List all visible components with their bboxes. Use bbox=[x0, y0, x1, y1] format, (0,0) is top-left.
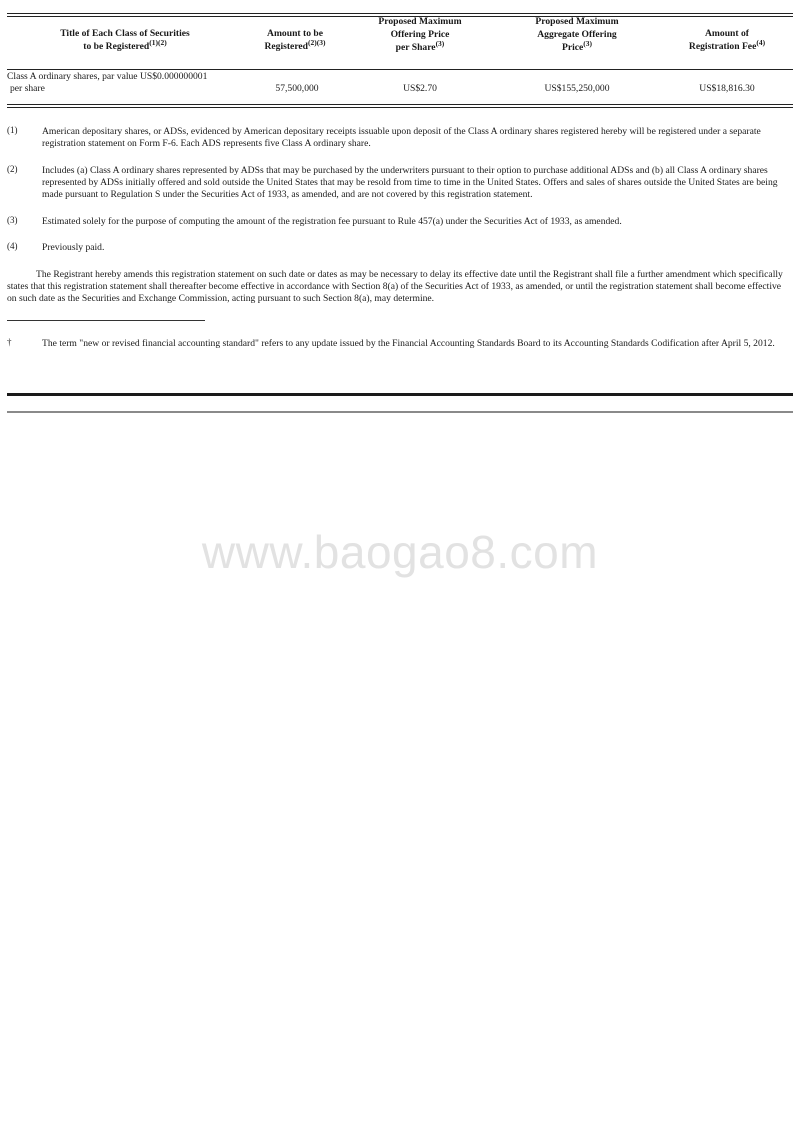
footnote-ref: (3) bbox=[583, 38, 593, 48]
footnote-mark: (2) bbox=[7, 164, 18, 174]
footnote-mark: (3) bbox=[7, 215, 18, 225]
table-top-rule bbox=[7, 13, 793, 14]
header-line: Registration Fee bbox=[688, 41, 757, 52]
cell-price-per-share: US$2.70 bbox=[403, 83, 437, 94]
header-line: Amount to be bbox=[267, 28, 323, 39]
table-bottom-rule bbox=[7, 104, 793, 105]
table-header-rule bbox=[7, 69, 793, 70]
header-line: Price bbox=[561, 42, 584, 53]
footnote-ref: (4) bbox=[756, 37, 766, 47]
footnote-ref: (1)(2) bbox=[149, 37, 167, 47]
cell-fee: US$18,816.30 bbox=[699, 83, 755, 94]
header-line: Title of Each Class of Securities bbox=[60, 28, 190, 39]
cell-security-title bbox=[7, 71, 247, 95]
watermark: www.baogao8.com bbox=[201, 526, 599, 578]
cell-amount: 57,500,000 bbox=[275, 83, 319, 94]
header-line: Registered bbox=[264, 41, 308, 52]
header-max-aggregate-price bbox=[512, 15, 642, 54]
header-line: Offering Price bbox=[390, 29, 450, 40]
header-line: Amount of bbox=[705, 28, 749, 39]
header-line: Aggregate Offering bbox=[537, 29, 617, 40]
footnote-ref: (3) bbox=[435, 38, 445, 48]
cell-aggregate-price: US$155,250,000 bbox=[544, 83, 610, 94]
delaying-amendment-paragraph: The Registrant hereby amends this registration statement on such date or dates as may be necessary to delay its effective date until the Registrant shall file a further amendment which specifically states that this registration statement shall thereafter become effective in accordance with Section 8(a) of the Securities Act of 1933, as amended, or until the registration statement shall become effective on such date as the Securities and Exchange Commission, acting pursuant to such Section 8(a), may determine. bbox=[7, 269, 783, 304]
footnote-separator bbox=[7, 320, 205, 321]
footnote-text: Includes (a) Class A ordinary shares represented by ADSs that may be purchased by the underwriters pursuant to their option to purchase additional ADSs and (b) all Class A ordinary shares represented by ADSs initially offered and sold outside the United States that may be resold from time to time in the United States. Offers and sales of shares outside the United States are being made pursuant to Regulation S under the Securities Act of 1933, as amended, and are not covered by this registration statement. bbox=[42, 165, 778, 200]
header-amount-registered bbox=[245, 27, 345, 53]
footnote-ref: (2)(3) bbox=[308, 37, 326, 47]
dagger-mark: † bbox=[7, 337, 12, 347]
cell-line: per share bbox=[10, 83, 45, 94]
footnote-text: Estimated solely for the purpose of computing the amount of the registration fee pursuant to Rule 457(a) under the Securities Act of 1933, as amended. bbox=[42, 216, 622, 227]
footnote-text: American depositary shares, or ADSs, evidenced by American depositary receipts issuable upon deposit of the Class A ordinary shares registered hereby will be registered under a separate registration statement on Form F-6. Each ADS represents five Class A ordinary share. bbox=[42, 126, 761, 149]
header-line: Proposed Maximum bbox=[535, 16, 619, 27]
header-line: to be Registered bbox=[83, 41, 150, 52]
page-end-rule bbox=[7, 393, 793, 396]
header-line: per Share bbox=[395, 42, 436, 53]
footnote-mark: (4) bbox=[7, 241, 18, 251]
header-line: Proposed Maximum bbox=[378, 16, 462, 27]
header-max-offering-price bbox=[355, 15, 485, 54]
footnote-mark: (1) bbox=[7, 125, 18, 135]
header-title-of-securities bbox=[35, 27, 215, 53]
dagger-footnote-text: The term "new or revised financial accounting standard" refers to any update issued by the Financial Accounting Standards Board to its Accounting Standards Codification after April 5, 2012. bbox=[42, 338, 775, 349]
header-registration-fee bbox=[667, 27, 787, 53]
cell-line: Class A ordinary shares, par value US$0.000000001 bbox=[7, 71, 208, 82]
page-end-rule-thin bbox=[7, 411, 793, 413]
footnote-text: Previously paid. bbox=[42, 242, 105, 253]
table-bottom-rule-inner bbox=[7, 107, 793, 108]
